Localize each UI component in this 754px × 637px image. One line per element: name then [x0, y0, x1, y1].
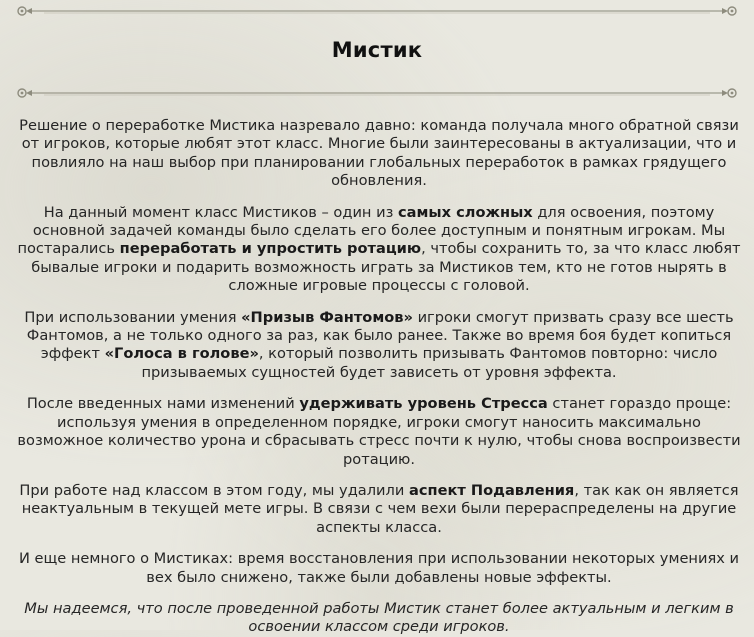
paragraph-text: , который позволить призывать Фантомов повторно: число призываемых сущностей будет зависеть от уровня эффекта. [141, 345, 718, 381]
paragraph-intro [12, 117, 746, 191]
ornament-divider-icon [14, 85, 740, 101]
paragraph-text: для освоения, поэтому основной задачей команды было сделать его более доступным и понятным игрокам. Мы постарались [17, 203, 726, 258]
paragraph-phantoms [12, 309, 746, 383]
paragraph-complexity [12, 204, 746, 296]
paragraph-cooldowns [12, 550, 746, 587]
highlight-most-difficult: самых сложных [398, 203, 533, 221]
paragraph-stress [12, 395, 746, 469]
paragraph-text: Решение о переработке Мистика назревало давно: команда получала много обратной связи от игроков, которые любят этот класс. Многие были заинтересованы в актуализации, что и повлияло на наш выбор при планировании глобальных переработок в рамках грядущего обновления. [19, 117, 739, 190]
highlight-stress-level: удерживать уровень Стресса [299, 395, 548, 413]
paragraph-suppression [12, 482, 746, 537]
closing-paragraph: Мы надеемся, что после проведенной работы Мистик станет более актуальным и легким в освоении классом среди игроков. [24, 599, 734, 636]
bottom-ornament-divider [14, 85, 740, 101]
paragraph-text: При работе над классом в этом году, мы удалили [19, 481, 409, 499]
paragraph-text: И еще немного о Мистиках: время восстановления при использовании некоторых умениях и вех было снижено, также были добавлены новые эффекты. [18, 550, 739, 586]
paragraph-text: После введенных нами изменений [26, 395, 300, 413]
top-ornament-divider [14, 3, 740, 19]
highlight-suppression-aspect: аспект Подавления [409, 481, 575, 499]
paragraph-text: При использовании умения [24, 308, 242, 326]
ornament-divider-icon [14, 3, 740, 19]
paragraph-text: , так как он является неактуальным в текущей мете игры. В связи с чем вехи были перераспределены на другие аспекты класса. [21, 481, 739, 536]
highlight-voices-in-head: «Голоса в голове» [104, 345, 259, 363]
paragraph-text: игроки смогут призвать сразу все шесть Фантомов, а не только одного за раз, как было ранее. Также во время боя будет копиться эффект [26, 308, 734, 363]
highlight-rework-rotation: переработать и упростить ротацию [119, 240, 422, 258]
paragraph-text: , чтобы сохранить то, за что класс любят бывалые игроки и подарить возможность играть за Мистиков тем, кто не готов нырять в сложные игровые процессы с головой. [31, 240, 741, 295]
highlight-summon-phantoms: «Призыв Фантомов» [241, 308, 413, 326]
paragraph-text: станет гораздо проще: используя умения в определенном порядке, игроки смогут наносить максимально возможное количество урона и сбрасывать стресс почти к нулю, чтобы снова воспроизвести ротацию. [17, 395, 741, 468]
article-body [12, 117, 746, 637]
page-title: Мистик [331, 38, 423, 62]
paragraph-text: На данный момент класс Мистиков – один из [43, 203, 398, 221]
